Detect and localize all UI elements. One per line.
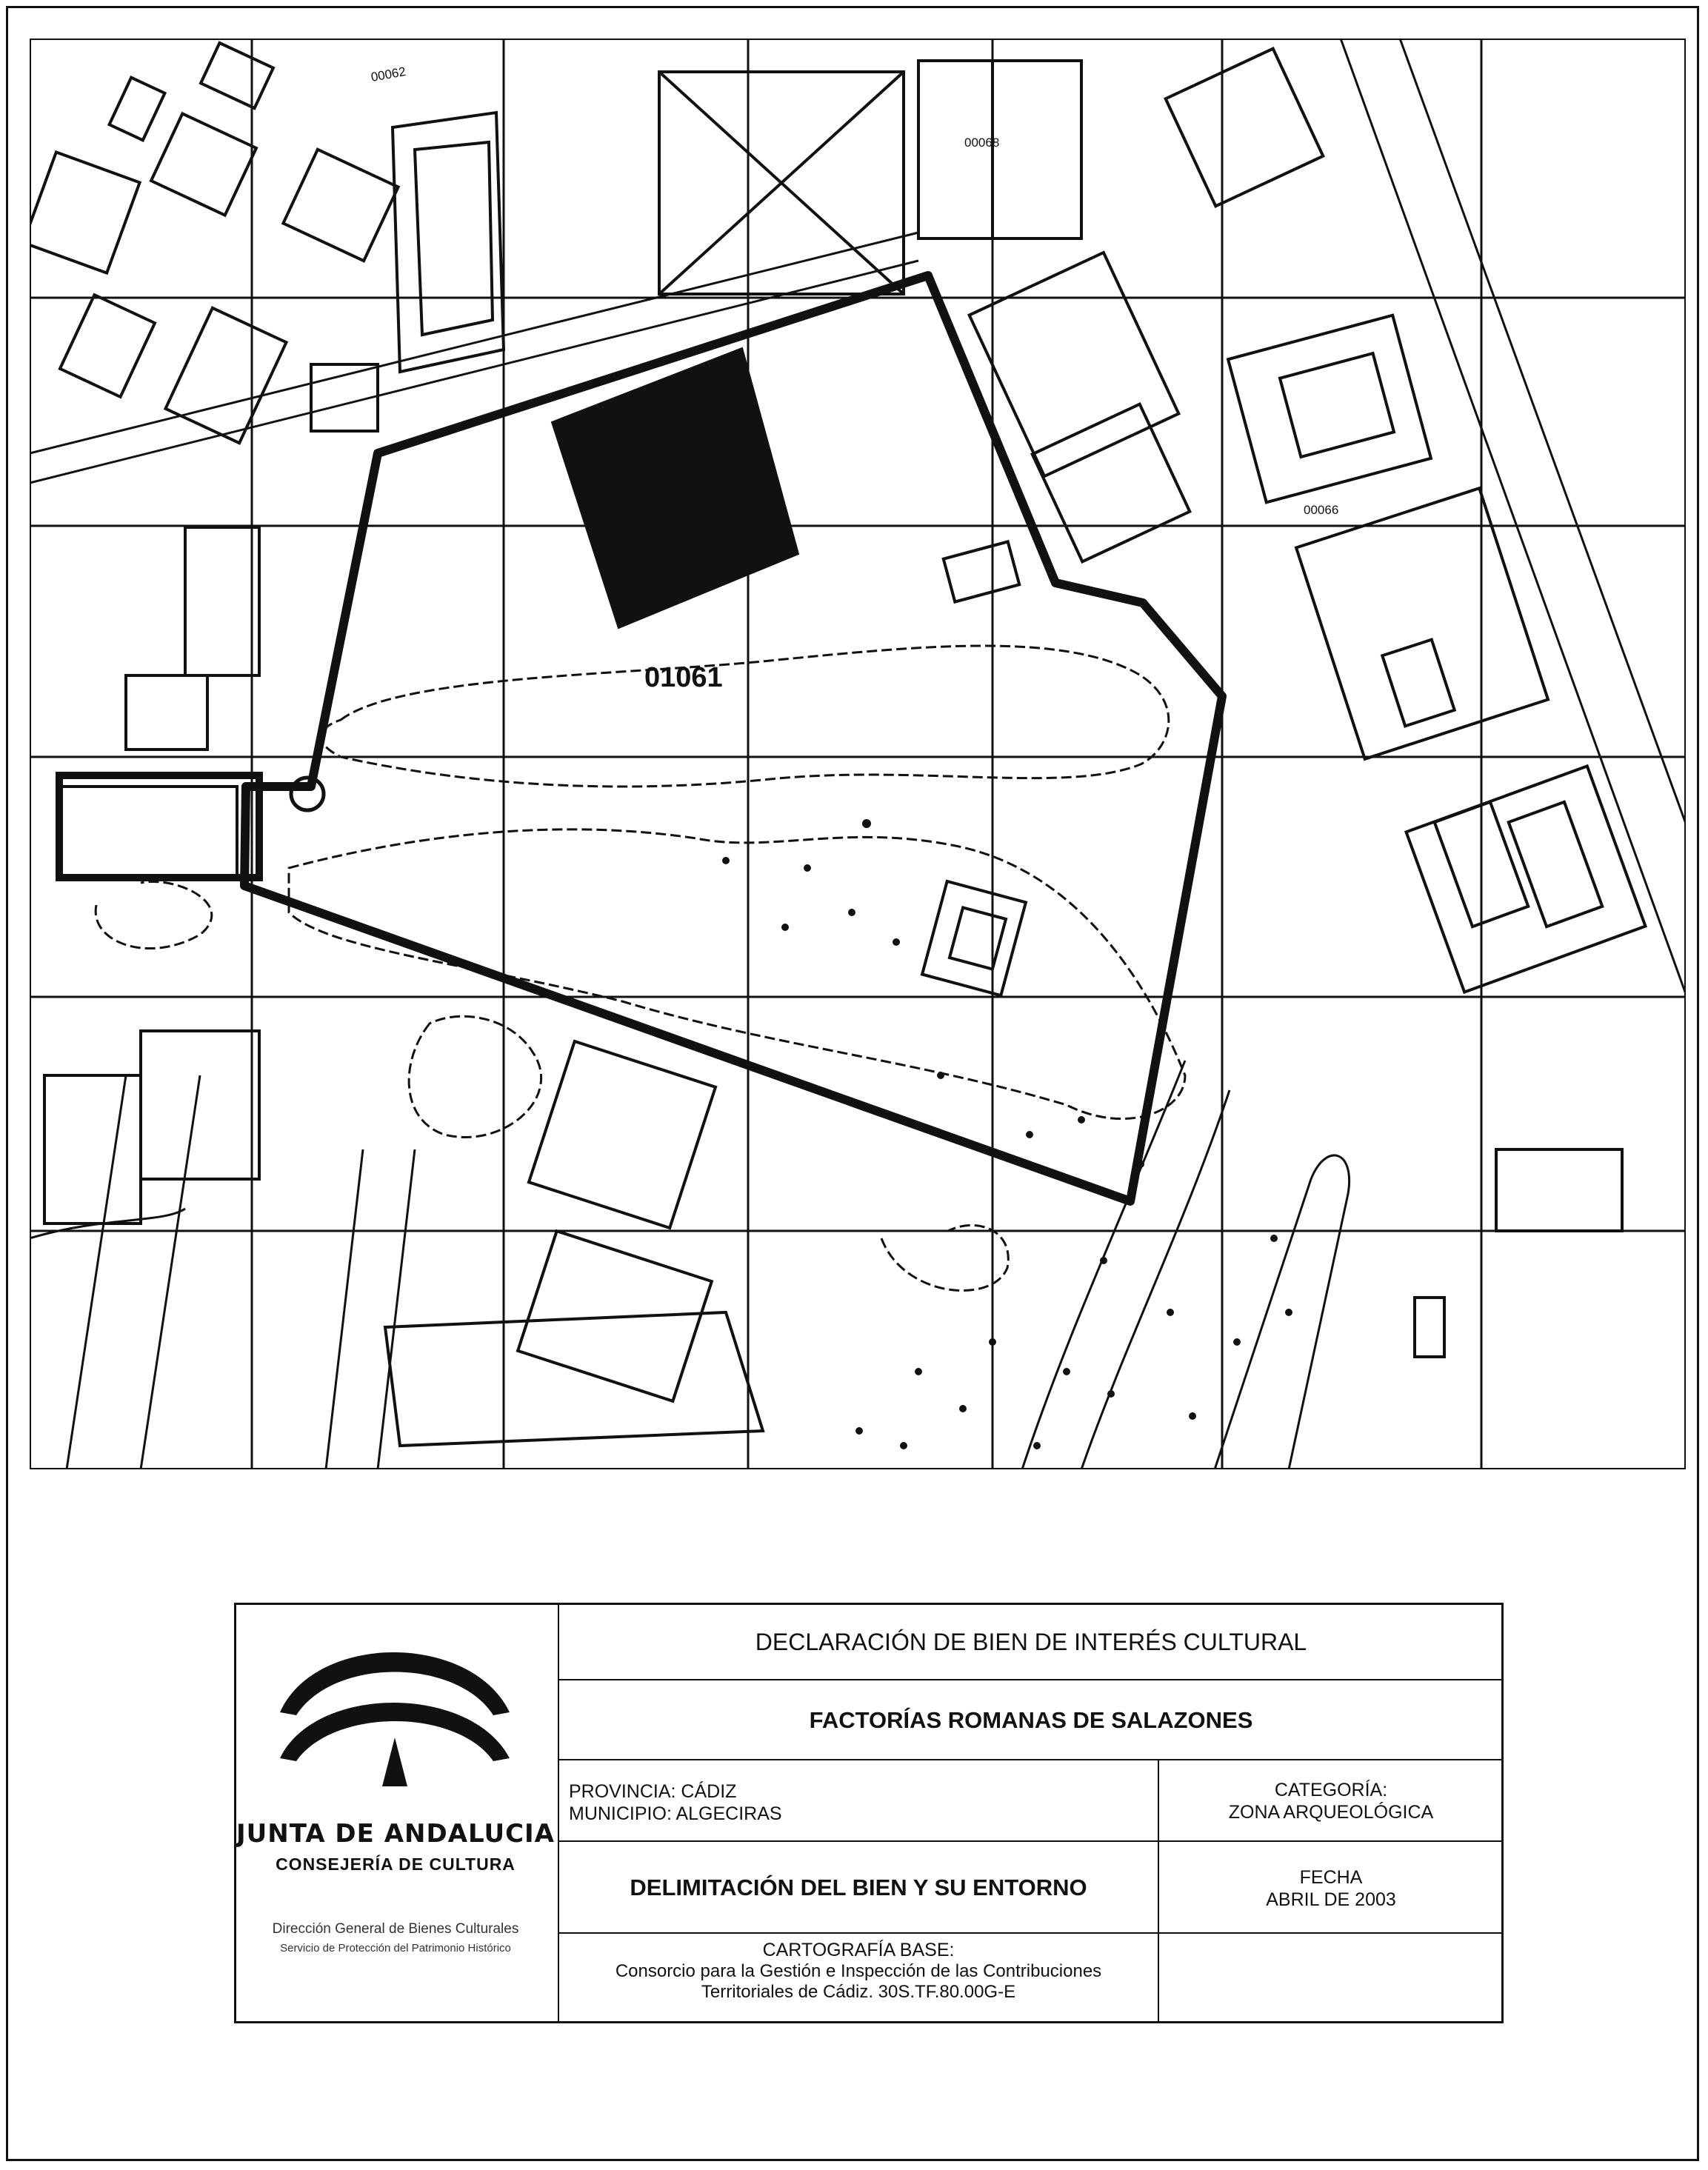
municipality: MUNICIPIO: ALGECIRAS [569, 1803, 782, 1824]
logo-dept: CONSEJERÍA DE CULTURA [276, 1854, 516, 1874]
logo-service: Servicio de Protección del Patrimonio Histórico [280, 1942, 511, 1954]
small-label: 00062 [370, 64, 407, 84]
cadastral-map[interactable] [30, 39, 1686, 1469]
declaration-title: DECLARACIÓN DE BIEN DE INTERÉS CULTURAL [755, 1629, 1307, 1655]
plan-title: DELIMITACIÓN DEL BIEN Y SU ENTORNO [630, 1874, 1087, 1900]
carto-line2: Territoriales de Cádiz. 30S.TF.80.00G-E [701, 1982, 1016, 2002]
category-value: ZONA ARQUEOLÓGICA [1228, 1802, 1434, 1823]
parcel-label: 01061 [644, 662, 723, 693]
category-label: CATEGORÍA: [1274, 1780, 1388, 1800]
carto-line1: Consorcio para la Gestión e Inspección de las Contribuciones [615, 1961, 1102, 1981]
junta-logo-mark [280, 1652, 510, 1786]
province: PROVINCIA: CÁDIZ [569, 1781, 737, 1802]
monument-name: FACTORÍAS ROMANAS DE SALAZONES [809, 1707, 1253, 1733]
logo-direction: Dirección General de Bienes Culturales [272, 1921, 519, 1937]
date-label: FECHA [1299, 1867, 1363, 1888]
title-block [234, 1603, 1504, 2023]
small-label: 00066 [1304, 503, 1339, 517]
carto-label: CARTOGRAFÍA BASE: [762, 1940, 955, 1960]
date-value: ABRIL DE 2003 [1266, 1889, 1396, 1910]
small-label: 00068 [964, 136, 1000, 150]
logo-org: JUNTA DE ANDALUCIA [236, 1819, 555, 1849]
